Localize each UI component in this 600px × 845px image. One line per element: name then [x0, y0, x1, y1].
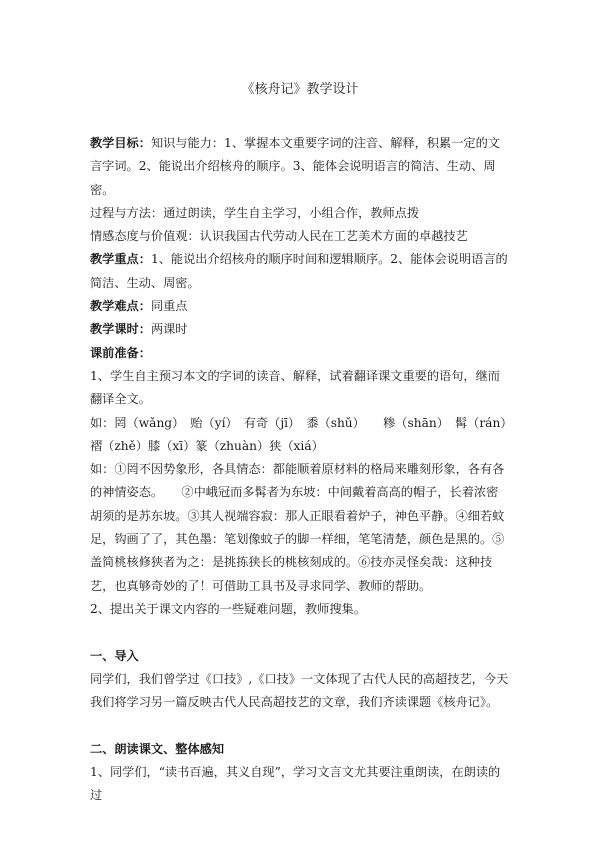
- section-1-text: 同学们，我们曾学过《口技》,《口技》一文体现了古代人民的高超技艺，今天我们将学习另一篇反映古代人民高超技艺的文章，我们齐读课题《核舟记》。: [90, 671, 509, 710]
- key-points: [90, 248, 510, 295]
- pinyin-line-1: 如：罔（wǎng） 贻（yí） 有奇（jī） 黍（shǔ） 糁（shān） 髯（rán）: [90, 415, 513, 430]
- difficulties-label: 教学难点：: [90, 299, 151, 314]
- sentence-translations: 如：①罔不因势象形，各具情态：都能顺着原材料的格局来雕刻形象，各有各的神情姿态。 ②中峨冠而多髯者为东坡：中间戴着高高的帽子，长着浓密胡须的是苏东坡。③其人视端容寂：那人正眼看着炉子，神色平静。④细若蚊足，钩画了了，其色墨：笔划像蚊子的脚一样细，笔笔清楚，颜色是黑的。⑤盖简桃核修狭者为之：是挑拣狭长的桃核刻成的。⑥技亦灵怪矣哉：这种技艺，也真够奇妙的了！可借助工具书及寻求同学、教师的帮助。: [90, 462, 505, 593]
- spacer: [90, 714, 510, 737]
- goals-label: 教学目标：: [90, 136, 151, 150]
- hours-label: 教学课时：: [90, 322, 151, 337]
- section-1-heading: 一、导入: [90, 648, 139, 663]
- difficulties: [90, 295, 510, 318]
- difficulties-text: 同重点: [150, 299, 188, 314]
- prep-item-1: 1、学生自主预习本文的字词的读音、解释，试着翻译课文重要的语句，继而翻译全文。: [90, 368, 500, 407]
- pinyin-line-2: 褶（zhě）膝（xī）篆（zhuàn）狭（xiá）: [90, 438, 324, 453]
- spacer: [90, 621, 510, 644]
- section-2-heading: 二、朗读课文、整体感知: [90, 741, 225, 756]
- hours-text: 两课时: [150, 322, 188, 337]
- key-points-text: 1、能说出介绍核舟的顺序时间和逻辑顺序。2、能体会说明语言的简洁、生动、周密。: [90, 252, 508, 290]
- key-points-label: 教学重点：: [90, 252, 151, 267]
- goals-process: 过程与方法：通过朗读，学生自主学习，小组合作，教师点拨: [90, 205, 420, 220]
- teaching-goals: [90, 132, 510, 202]
- document-body: [90, 132, 513, 808]
- goals-knowledge: 知识与能力：1、掌握本文重要字词的注音、解释，积累一定的文言字词。2、能说出介绍核舟的顺序。3、能体会说明语言的简洁、生动、周密。: [90, 136, 500, 197]
- document-title: 《核舟记》教学设计: [241, 82, 359, 97]
- prep-item-2: 2、提出关于课文内容的一些疑难问题，教师搜集。: [90, 601, 366, 616]
- class-hours: [90, 318, 510, 341]
- section-2-text: 1、同学们，“读书百遍，其义自现”，学习文言文尤其要注重朗读，在朗读的过: [90, 765, 501, 803]
- prep-label: 课前准备：: [90, 345, 151, 360]
- goals-emotion: 情感态度与价值观：认识我国古代劳动人民在工艺美术方面的卓越技艺: [90, 229, 468, 244]
